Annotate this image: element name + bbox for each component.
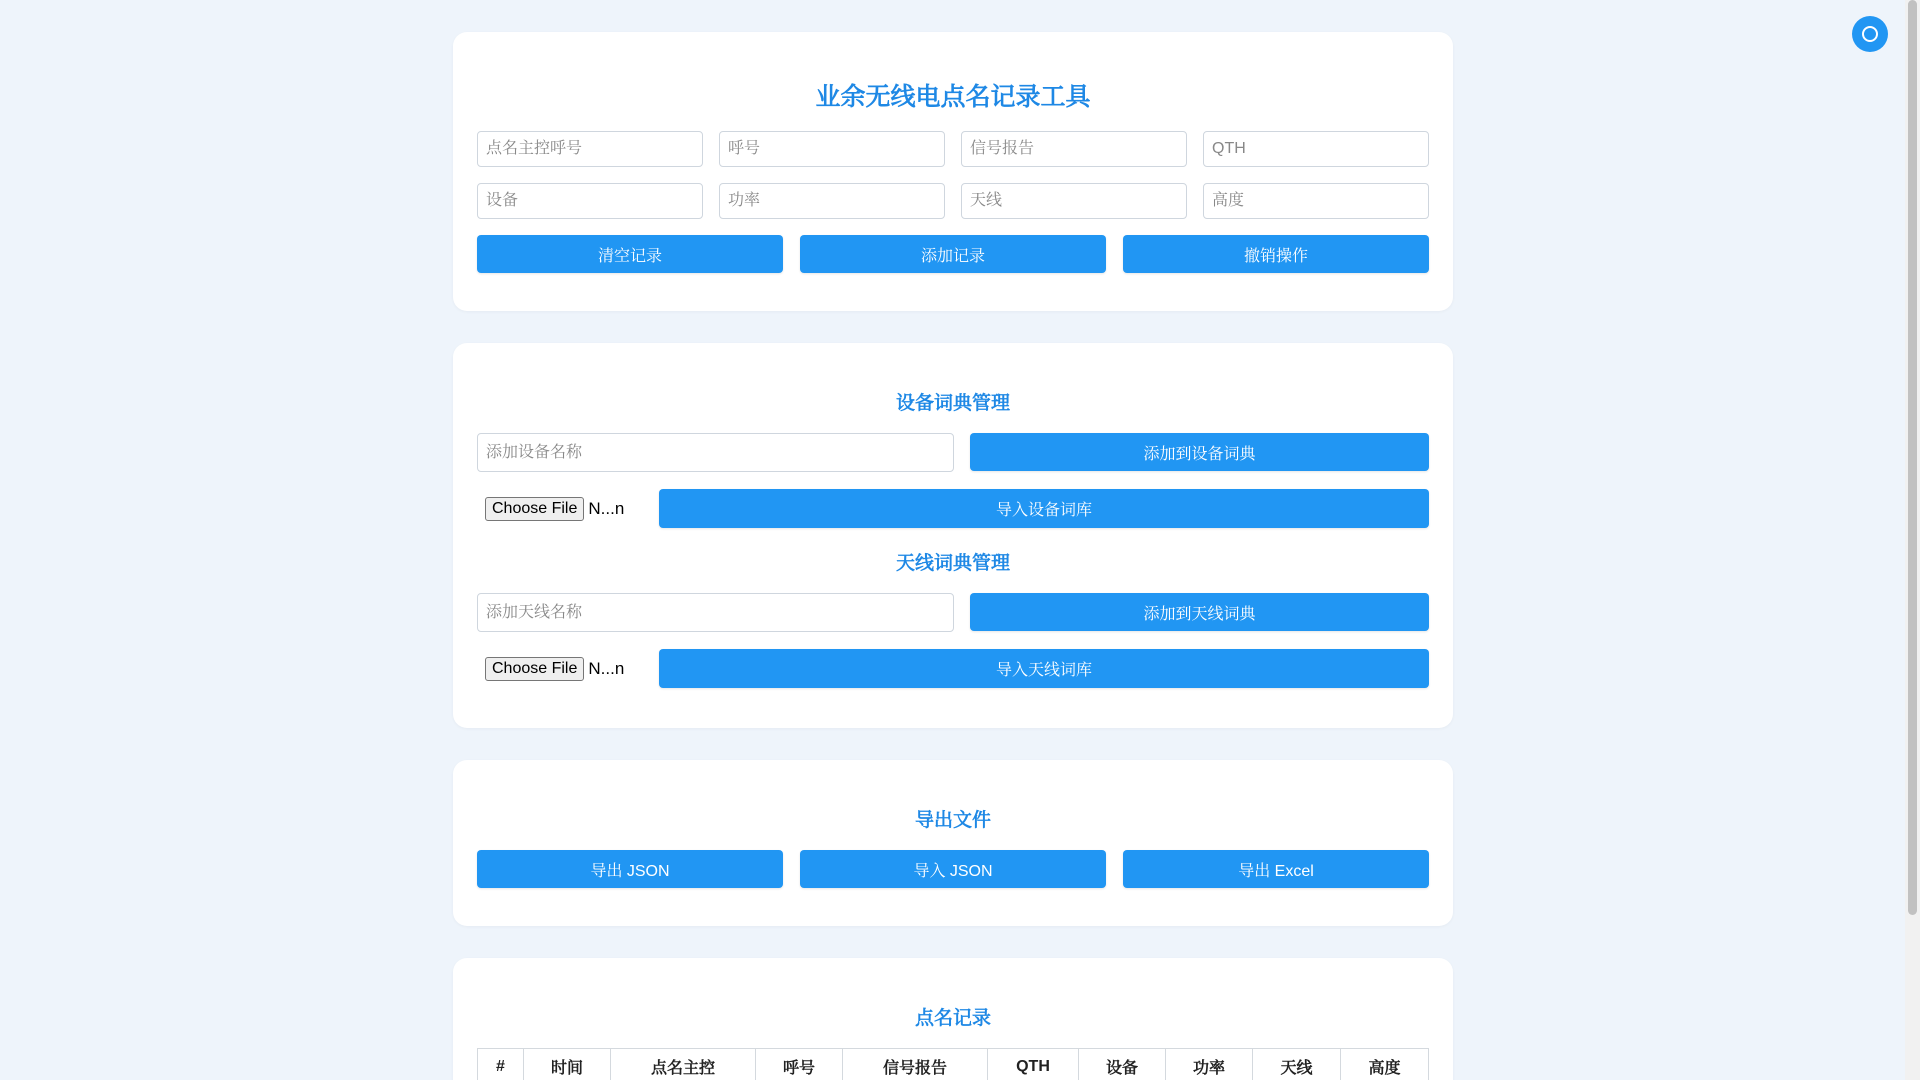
add-record-button[interactable]: 添加记录 — [800, 235, 1106, 273]
records-card — [453, 958, 1453, 1080]
form-actions — [477, 235, 1429, 273]
import-equipment-dict-button[interactable]: 导入设备词库 — [659, 489, 1429, 528]
antenna-dict-add-row — [477, 593, 1429, 632]
column-header: 呼号 — [756, 1049, 843, 1080]
page-title: 业余无线电点名记录工具 — [815, 83, 1091, 111]
export-json-button[interactable]: 导出 JSON — [477, 850, 783, 888]
column-header: # — [478, 1049, 524, 1080]
antenna-dict-title: 天线词典管理 — [895, 553, 1010, 574]
record-form-card — [453, 32, 1453, 311]
import-json-button[interactable]: 导入 JSON — [800, 850, 1106, 888]
controller-callsign-input[interactable] — [477, 131, 703, 167]
export-excel-button[interactable]: 导出 Excel — [1123, 850, 1429, 888]
export-card — [453, 760, 1453, 926]
height-input[interactable] — [1203, 183, 1429, 219]
power-input[interactable] — [719, 183, 945, 219]
records-title: 点名记录 — [914, 1008, 991, 1029]
export-actions — [477, 850, 1429, 888]
equipment-choose-file-button[interactable]: Choose File — [485, 497, 584, 521]
scrollbar-thumb[interactable] — [1908, 0, 1917, 915]
floating-action-button[interactable] — [1852, 16, 1888, 52]
antenna-import-row — [477, 649, 1429, 688]
column-header: 设备 — [1079, 1049, 1166, 1080]
export-title: 导出文件 — [914, 810, 991, 831]
dictionary-card — [453, 343, 1453, 728]
column-header: 点名主控 — [611, 1049, 756, 1080]
equipment-dict-title: 设备词典管理 — [895, 393, 1010, 414]
equipment-file-name: N...n — [588, 498, 625, 518]
column-header: QTH — [988, 1049, 1079, 1080]
clear-records-button[interactable]: 清空记录 — [477, 235, 783, 273]
callsign-input[interactable] — [719, 131, 945, 167]
form-row-1 — [477, 131, 1429, 167]
undo-button[interactable]: 撤销操作 — [1123, 235, 1429, 273]
antenna-file-input — [477, 657, 627, 681]
antenna-input[interactable] — [961, 183, 1187, 219]
column-header: 时间 — [524, 1049, 611, 1080]
column-header: 高度 — [1341, 1049, 1429, 1080]
antenna-choose-file-button[interactable]: Choose File — [485, 657, 584, 681]
column-header: 信号报告 — [843, 1049, 988, 1080]
equipment-import-row — [477, 489, 1429, 528]
column-header: 功率 — [1166, 1049, 1253, 1080]
equipment-input[interactable] — [477, 183, 703, 219]
equipment-name-input[interactable] — [477, 433, 954, 472]
equipment-dict-add-row — [477, 433, 1429, 472]
add-to-antenna-dict-button[interactable]: 添加到天线词典 — [970, 593, 1429, 631]
records-table — [477, 1048, 1429, 1080]
import-antenna-dict-button[interactable]: 导入天线词库 — [659, 649, 1429, 688]
qth-input[interactable] — [1203, 131, 1429, 167]
antenna-name-input[interactable] — [477, 593, 954, 632]
equipment-file-input — [477, 497, 627, 521]
page-container — [453, 32, 1453, 1080]
signal-report-input[interactable] — [961, 131, 1187, 167]
antenna-file-name: N...n — [588, 658, 625, 678]
circle-icon — [1862, 26, 1878, 42]
form-row-2 — [477, 183, 1429, 219]
page-scrollbar[interactable] — [1905, 0, 1920, 1080]
column-header: 天线 — [1253, 1049, 1341, 1080]
add-to-equipment-dict-button[interactable]: 添加到设备词典 — [970, 433, 1429, 471]
records-header-row — [478, 1049, 1429, 1080]
